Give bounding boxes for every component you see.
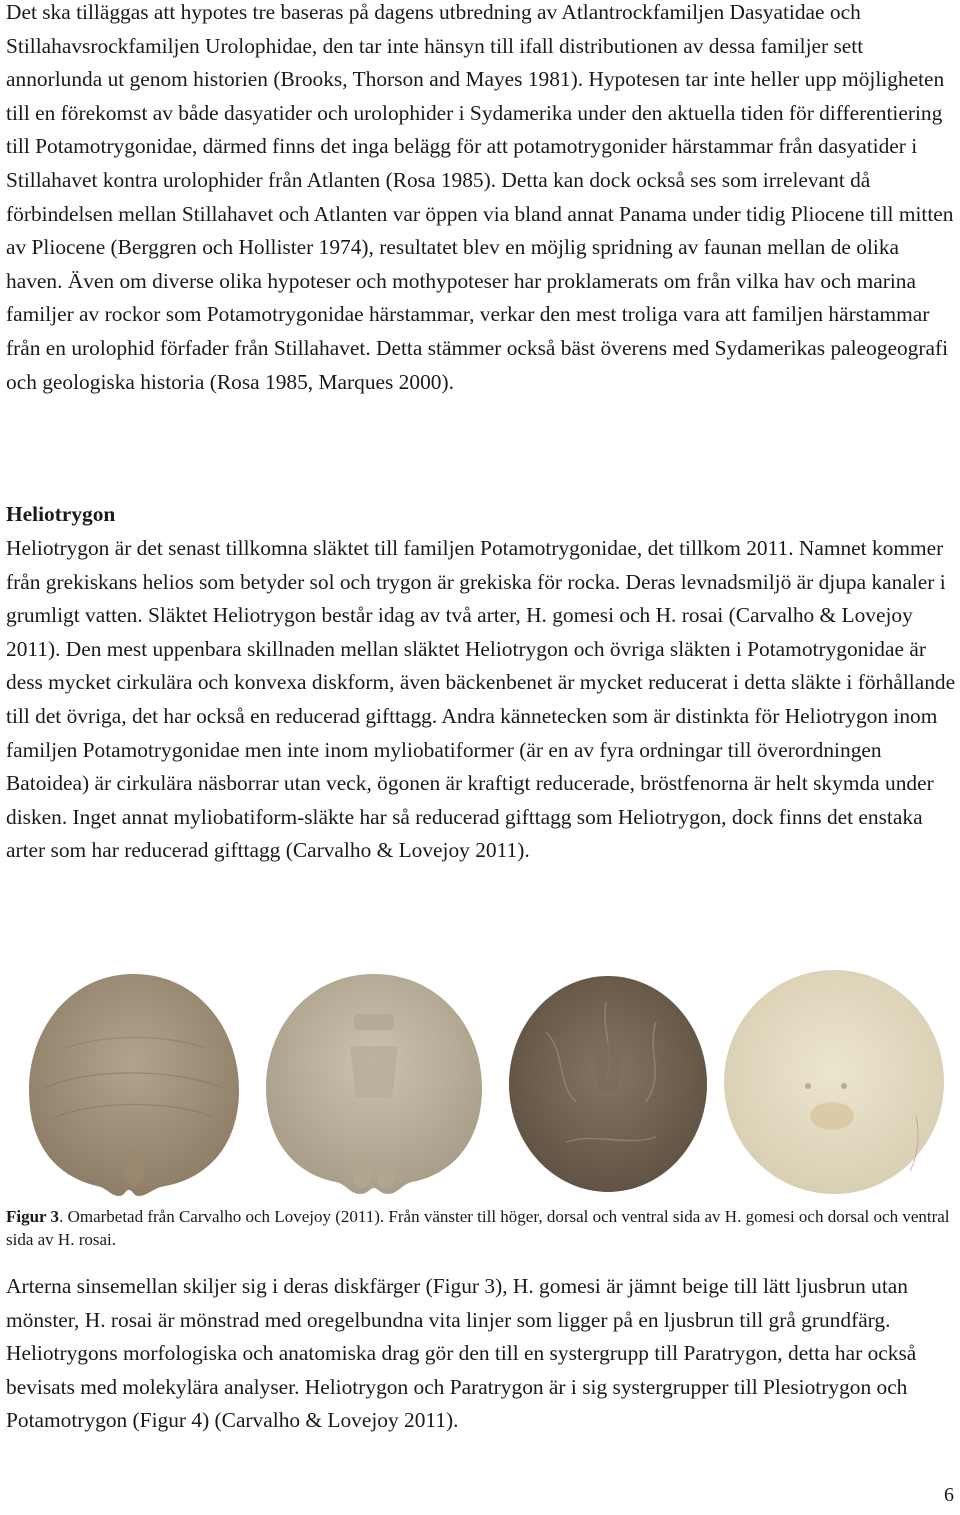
h-rosai-dorsal-image — [506, 972, 710, 1196]
body-paragraph-2: Heliotrygon är det senast tillkomna släktet till familjen Potamotrygonidae, det tillkom 2011. Namnet kommer från grekiskans helios som betyder sol och trygon är grekiska för rocka. Deras levnadsmiljö är djupa kanaler i grumligt vatten. Släktet Heliotrygon består idag av två arter, H. gomesi och H. rosai (Carvalho & Lovejoy 2011). Den mest uppenbara skillnaden mellan släktet Heliotrygon och övriga släkten i Potamotrygonidae är dess mycket cirkulära och konvexa diskform, även bäckenbenet är mycket reducerat i detta släkte i förhållande till det övriga, det har också en reducerad gifttagg. Andra kännetecken som är distinkta för Heliotrygon inom familjen Potamotrygonidae men inte inom myliobatiformer (är en av fyra ordningar till överordningen Batoidea) är cirkulära näsborrar utan veck, ögonen är kraftigt reducerade, bröstfenorna är helt skymda under disken. Inget annat myliobatiform-släkte har så reducerad gifttagg som Heliotrygon, dock finns det enstaka arter som har reducerad gifttagg (Carvalho & Lovejoy 2011). — [6, 536, 956, 863]
body-paragraph-3: Arterna sinsemellan skiljer sig i deras diskfärger (Figur 3), H. gomesi är jämnt beige till lätt ljusbrun utan mönster, H. rosai är mönstrad med oregelbundna vita linjer som ligger på en ljusbrun till grå grundfärg. Heliotrygons morfologiska och anatomiska drag gör den till en systergrupp till Paratrygon, detta har också bevisats med molekylära analyser. Heliotrygon och Paratrygon är i sig systergrupper till Plesiotrygon och Potamotrygon (Figur 4) (Carvalho & Lovejoy 2011). — [6, 1274, 917, 1433]
section-heading: Heliotrygon — [6, 502, 116, 526]
body-paragraph-1: Det ska tilläggas att hypotes tre baseras på dagens utbredning av Atlantrockfamiljen Dasyatidae och Stillahavsrockfamiljen Urolophidae, den tar inte hänsyn till ifall distributionen av dessa familjer sett annorlunda ut genom historien (Brooks, Thorson and Mayes 1981). Hypotesen tar inte heller upp möjligheten till en förekomst av både dasyatider och urolophider i Sydamerika under den aktuella tiden för differentiering till Potamotrygonidae, därmed finns det inga belägg för att potamotrygonider härstammar från dasyatider i Stillahavet kontra urolophider från Atlanten (Rosa 1985). Detta kan dock också ses som irrelevant då förbindelsen mellan Stillahavet och Atlanten var öppen via bland annat Panama under tidig Pliocene till mitten av Pliocene (Berggren och Hollister 1974), resultatet blev en möjlig spridning av faunan mellan de olika haven. Även om diverse olika hypoteser och mothypoteser har proklamerats om från vilka hav och marina familjer av rockor som Potamotrygonidae härstammar, verkar den mest troliga vara att familjen härstammar från en urolophid förfader från Stillahavet. Detta stämmer också bäst överens med Sydamerikas paleogeografi och geologiska historia (Rosa 1985, Marques 2000). — [6, 0, 954, 394]
page-number: 6 — [944, 1484, 954, 1506]
figure-caption-text: . Omarbetad från Carvalho och Lovejoy (2011). Från vänster till höger, dorsal och ventral sida av H. gomesi och dorsal och ventral sida av H. rosai. — [6, 1207, 950, 1249]
figure-label: Figur 3 — [6, 1207, 60, 1226]
figure-3 — [0, 968, 960, 1204]
h-gomesi-dorsal-image — [25, 968, 243, 1200]
figure-caption — [6, 1206, 956, 1251]
h-rosai-ventral-image — [720, 966, 948, 1198]
h-gomesi-ventral-image — [262, 968, 486, 1200]
